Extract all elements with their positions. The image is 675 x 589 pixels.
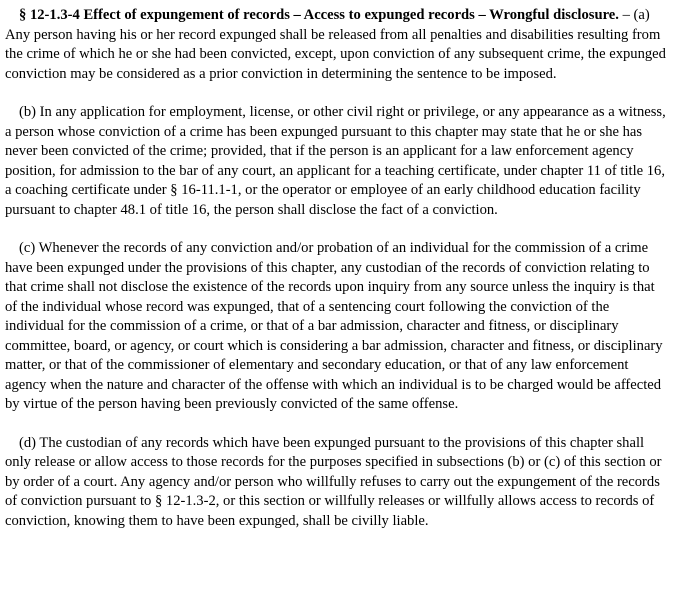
paragraph-d: (d) The custodian of any records which have been expunged pursuant to the provisions of this chapter shall only release or allow access to those records for the purposes specified in subsections (b) or (c) of this section or by order of a court. Any agency and/or person who willfully refuses to carry out the expungement of the records of conviction pursuant to § 12-1.3-2, or this section or willfully releases or willfully allows access to records of conviction, knowing them to have been expunged, shall be civilly liable. — [5, 434, 662, 529]
statute-document — [5, 6, 669, 531]
paragraph-c: (c) Whenever the records of any conviction and/or probation of an individual for the commission of a crime have been expunged under the provisions of this chapter, any custodian of the records of conviction relating to that crime shall not disclose the existence of the records upon inquiry from any source unless the inquiry is that of the individual whose record was expunged, that of a sentencing court following the conviction of the individual for the commission of a crime, or that of a bar admission, character and fitness, or disciplinary committee, board, or agency, or court which is considering a bar admission, character and fitness, or disciplinary matter, or that of the commissioner of elementary and secondary education, or that of any law enforcement agency when the nature and character of the offense with which an individual is to be charged would be affected by virtue of the person having been previously convicted of the same offense. — [5, 240, 663, 412]
heading-dash: – — [618, 7, 634, 23]
paragraph-a — [5, 6, 669, 84]
paragraph-b: (b) In any application for employment, license, or other civil right or privilege, or any appearance as a witness, a person whose conviction of a crime has been expunged pursuant to this chapter may state that he or she has never been convicted of the crime; provided, that if the person is an applicant for a law enforcement agency position, for admission to the bar of any court, an applicant for a teaching certificate, under chapter 11 of title 16, a coaching certificate under § 16-11.1-1, or the operator or employee of an early childhood education facility pursuant to chapter 48.1 of title 16, the person shall disclose the fact of a conviction. — [5, 104, 666, 218]
section-heading: § 12-1.3-4 Effect of expungement of records – Access to expunged records – Wrongful disclosure. — [19, 7, 619, 23]
paragraph-a-text: (a) Any person having his or her record expunged shall be released from all penalties and disabilities resulting from the crime of which he or she had been convicted, except, upon conviction of any subsequent crime, the expunged conviction may be considered as a prior conviction in determining the sentence to be imposed. — [5, 7, 666, 82]
